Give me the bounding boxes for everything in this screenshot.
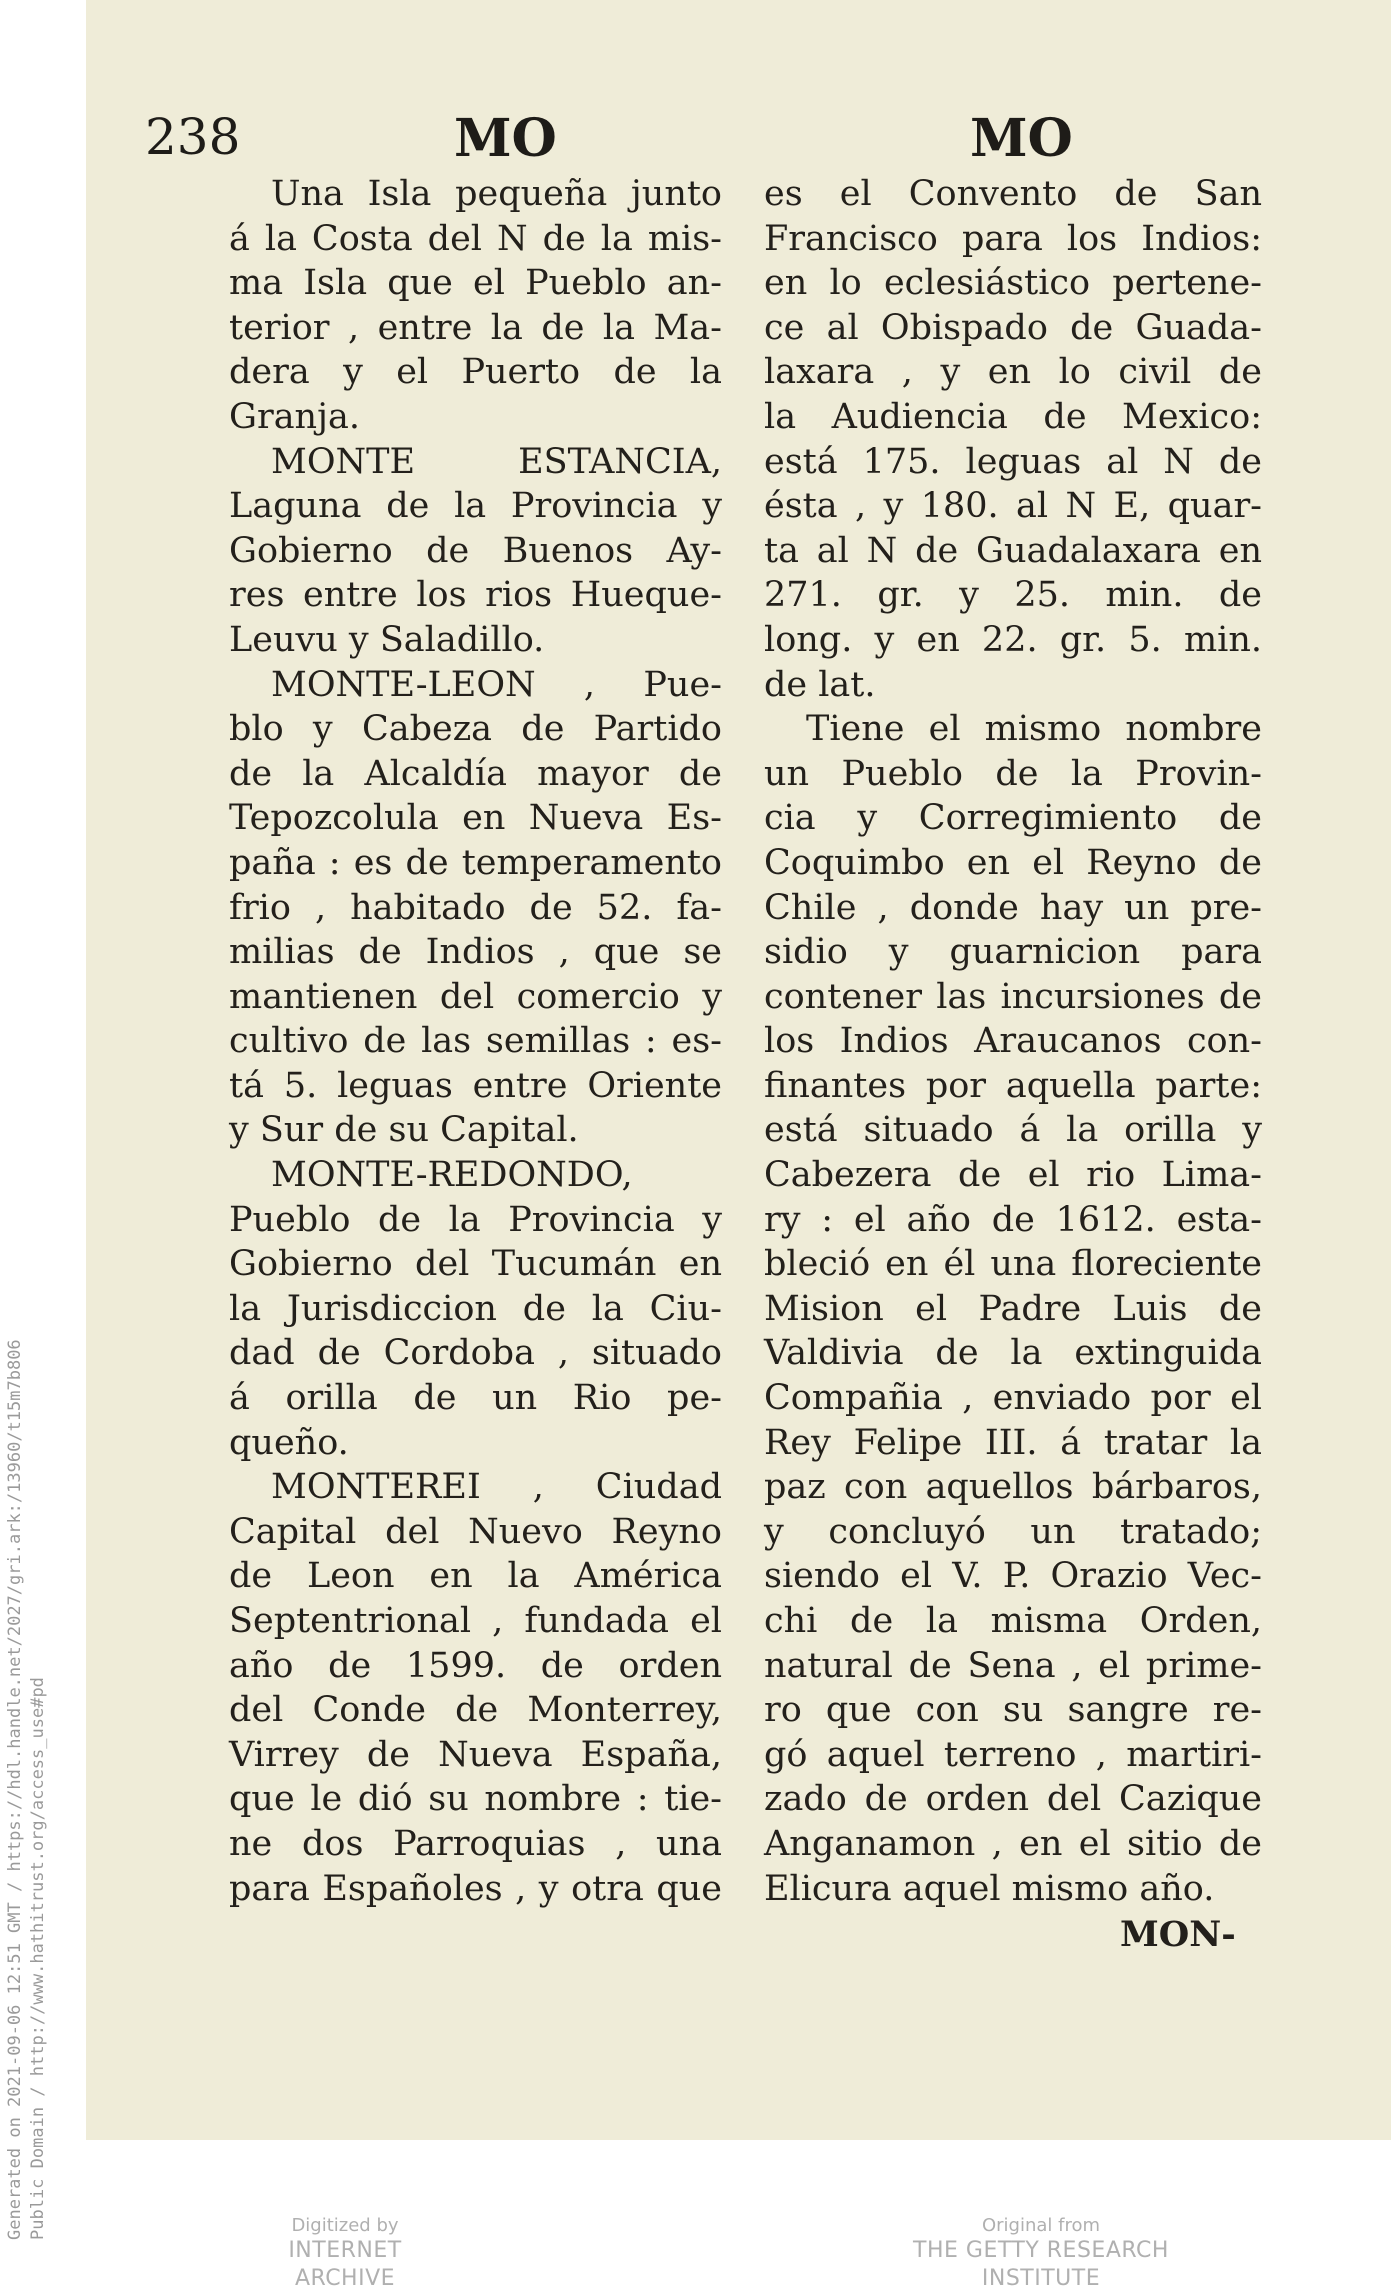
text-line: ne dos Parroquias , una xyxy=(229,1823,722,1864)
text-line: Capital del Nuevo Reyno xyxy=(229,1511,722,1552)
text-line: MONTEREI , Ciudad xyxy=(271,1467,722,1508)
text-line: los Indios Araucanos con- xyxy=(764,1021,1262,1062)
digitized-by-label: Digitized by xyxy=(291,2215,399,2236)
text-line: sidio y guarnicion para xyxy=(764,932,1262,973)
text-line: Compañia , enviado por el xyxy=(764,1378,1262,1419)
text-line: ta al N de Guadalaxara en xyxy=(764,530,1262,571)
text-line: bleció en él una floreciente xyxy=(764,1244,1262,1285)
text-line: Elicura aquel mismo año. xyxy=(764,1868,1215,1909)
text-line: dad de Cordoba , situado xyxy=(229,1333,722,1374)
rights-line: Public Domain / http://www.hathitrust.org/access_use#pd xyxy=(28,1677,48,2240)
text-line: finantes por aquella parte: xyxy=(764,1065,1262,1106)
text-line: Rey Felipe III. á tratar la xyxy=(764,1422,1262,1463)
text-line: MONTE ESTANCIA, xyxy=(271,441,722,482)
text-line: dera y el Puerto de la xyxy=(229,352,722,393)
text-line: la Jurisdiccion de la Ciu- xyxy=(229,1288,722,1329)
text-line: blo y Cabeza de Partido xyxy=(229,709,722,750)
text-line: Valdivia de la extinguida xyxy=(764,1333,1262,1374)
text-line: cultivo de las semillas : es- xyxy=(229,1021,722,1062)
text-line: de Leon en la América xyxy=(229,1556,722,1597)
text-line: paz con aquellos bárbaros, xyxy=(764,1467,1262,1508)
internet-archive-label: INTERNET ARCHIVE xyxy=(288,2238,402,2291)
text-line: Cabezera de el rio Lima- xyxy=(764,1155,1262,1196)
text-line: laxara , y en lo civil de xyxy=(764,352,1262,393)
running-head-right: MO xyxy=(970,108,1073,169)
text-line: en lo eclesiástico pertene- xyxy=(764,263,1262,304)
text-line: Tiene el mismo nombre xyxy=(806,709,1262,750)
text-line: ro que con su sangre re- xyxy=(764,1690,1262,1731)
text-line: Mision el Padre Luis de xyxy=(764,1288,1262,1329)
text-line: contener las incursiones de xyxy=(764,976,1262,1017)
text-line: Pueblo de la Provincia y xyxy=(229,1199,722,1240)
left-text-column xyxy=(229,172,722,1911)
text-line: 271. gr. y 25. min. de xyxy=(764,575,1262,616)
text-line: tá 5. leguas entre Oriente xyxy=(229,1065,722,1106)
text-line: es el Convento de San xyxy=(764,174,1262,214)
text-line: gó aquel terreno , martiri- xyxy=(764,1734,1262,1775)
text-line: MONTE-REDONDO, xyxy=(271,1155,633,1196)
running-head-left: MO xyxy=(454,108,557,169)
text-line: ry : el año de 1612. esta- xyxy=(764,1199,1262,1240)
text-line: de la Alcaldía mayor de xyxy=(229,753,722,794)
text-line: Chile , donde hay un pre- xyxy=(764,887,1262,928)
text-line: que le dió su nombre : tie- xyxy=(229,1779,722,1820)
text-line: y Sur de su Capital. xyxy=(229,1110,579,1151)
text-line: long. y en 22. gr. 5. min. xyxy=(764,619,1262,660)
text-line: Laguna de la Provincia y xyxy=(229,486,722,527)
text-line: la Audiencia de Mexico: xyxy=(764,396,1262,437)
generated-line: Generated on 2021-09-06 12:51 GMT / https://hdl.handle.net/2027/gri.ark:/13960/t15m7b806 xyxy=(5,1339,25,2240)
text-line: Septentrional , fundada el xyxy=(229,1601,722,1641)
text-line: paña : es de temperamento xyxy=(229,842,722,883)
text-line: de lat. xyxy=(764,664,876,705)
text-line: frio , habitado de 52. fa- xyxy=(229,887,722,928)
text-line: MONTE-LEON , Pue- xyxy=(271,664,722,705)
access-watermark xyxy=(4,1339,50,2240)
text-line: queño. xyxy=(229,1422,349,1463)
original-from-credit xyxy=(856,2215,1226,2293)
text-line: Leuvu y Saladillo. xyxy=(229,619,545,660)
text-line: año de 1599. de orden xyxy=(229,1645,722,1686)
text-line: mantienen del comercio y xyxy=(229,976,722,1017)
text-line: Gobierno del Tucumán en xyxy=(229,1244,722,1285)
text-line: milias de Indios , que se xyxy=(229,932,722,973)
text-line: está situado á la orilla y xyxy=(764,1110,1262,1151)
text-line: del Conde de Monterrey, xyxy=(229,1690,722,1731)
text-line: un Pueblo de la Provin- xyxy=(764,753,1262,794)
text-line: zado de orden del Cazique xyxy=(764,1779,1262,1820)
text-line: ce al Obispado de Guada- xyxy=(764,307,1262,348)
text-line: á orilla de un Rio pe- xyxy=(229,1378,722,1419)
original-from-label: Original from xyxy=(981,2215,1101,2236)
text-line: para Españoles , y otra que xyxy=(229,1868,722,1909)
text-line: Tepozcolula en Nueva Es- xyxy=(229,798,722,839)
text-line: Una Isla pequeña junto xyxy=(271,174,722,214)
text-line: Anganamon , en el sitio de xyxy=(764,1823,1262,1864)
catchword: MON- xyxy=(1120,1914,1236,1955)
text-line: ma Isla que el Pueblo an- xyxy=(229,263,722,304)
text-line: Gobierno de Buenos Ay- xyxy=(229,530,722,571)
text-line: á la Costa del N de la mis- xyxy=(229,218,722,259)
text-line: natural de Sena , el prime- xyxy=(764,1645,1262,1686)
text-line: terior , entre la de la Ma- xyxy=(229,307,722,348)
text-line: chi de la misma Orden, xyxy=(764,1601,1262,1641)
text-line: Virrey de Nueva España, xyxy=(229,1734,722,1775)
getty-institute-label: THE GETTY RESEARCH INSTITUTE xyxy=(913,2238,1169,2291)
text-line: siendo el V. P. Orazio Vec- xyxy=(764,1556,1262,1597)
text-line: y concluyó un tratado; xyxy=(764,1511,1262,1552)
text-line: Granja. xyxy=(229,396,360,437)
digitized-by-credit xyxy=(235,2215,455,2293)
right-text-column xyxy=(764,172,1262,1911)
text-line: está 175. leguas al N de xyxy=(764,441,1262,482)
text-line: cia y Corregimiento de xyxy=(764,798,1262,839)
text-line: Francisco para los Indios: xyxy=(764,218,1262,259)
page-number: 238 xyxy=(145,108,241,166)
text-line: Coquimbo en el Reyno de xyxy=(764,842,1262,883)
text-line: ésta , y 180. al N E, quar- xyxy=(764,486,1262,527)
text-line: res entre los rios Hueque- xyxy=(229,575,722,616)
